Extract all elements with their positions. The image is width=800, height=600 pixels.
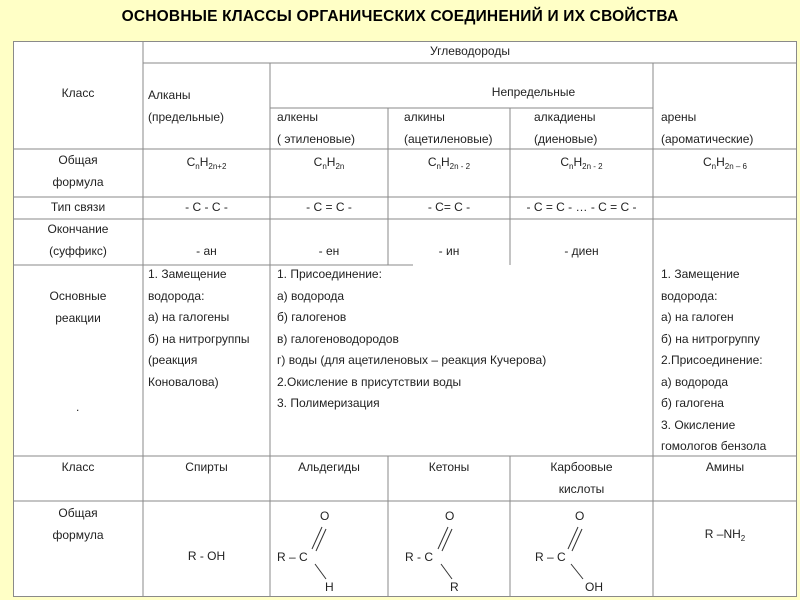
- acids-name-2: кислоты: [558, 482, 605, 496]
- acid-r: R – C: [535, 550, 566, 564]
- row-suffix-label-2: (суффикс): [49, 244, 107, 258]
- aldehyde-h: H: [325, 580, 334, 594]
- ketone-r: R - C: [405, 550, 433, 564]
- arenes-formula: $C_nH_{2n - 6}$: [702, 155, 748, 171]
- amines-formula: R $-NH_2$: [704, 527, 746, 543]
- row-reactions-label-1: Основные: [49, 289, 107, 303]
- row-bond-label: Тип связи: [50, 200, 106, 214]
- alkanes-reactions: 1. Замещение водорода: а) на галогены б) на нитрогруппы (реакция Коновалова): [148, 267, 250, 389]
- alkanes-formula: $C_nH_{2n+2}$: [186, 155, 227, 171]
- alkadienes-bond: - С = С - … - С = С -: [526, 200, 637, 214]
- alkynes-formula: $C_nH_{2n - 2}$: [427, 155, 471, 171]
- acid-o: O: [575, 509, 585, 523]
- alkenes-sub: ( этиленовые): [277, 132, 356, 146]
- alkenes-formula: $C_nH_{2n}$: [313, 155, 345, 171]
- aldehyde-r: R – C: [277, 550, 308, 564]
- alkanes-bond: - С - С -: [185, 200, 228, 214]
- acids-name-1: Карбоовые: [550, 460, 613, 474]
- arenes-reactions: 1. Замещение водорода: а) на галоген б) на нитрогруппу 2.Присоединение: а) водорода б) галогена 3. Окисление гомологов бензола: [661, 267, 767, 453]
- acid-structure: [533, 503, 648, 595]
- ketone-structure: [393, 503, 508, 595]
- ketone-r2: R: [450, 580, 459, 594]
- alkynes-bond: - С= С -: [427, 200, 471, 214]
- bottom-formula-label-2: формула: [52, 528, 104, 542]
- header-unsaturated: Непредельные: [491, 85, 576, 99]
- stray-dot: .: [76, 400, 80, 414]
- alkadienes-sub: (диеновые): [534, 132, 598, 146]
- row-suffix-label-1: Окончание: [47, 222, 109, 236]
- acid-oh: OH: [585, 580, 603, 594]
- alkadienes-name: алкадиены: [534, 110, 596, 124]
- alkanes-name: Алканы: [148, 88, 191, 102]
- row-formula-label-2: формула: [52, 175, 104, 189]
- alkynes-suffix: - ин: [438, 244, 460, 258]
- bottom-formula-label-1: Общая: [58, 506, 98, 520]
- aldehyde-o: O: [320, 509, 330, 523]
- alkanes-sub: (предельные): [148, 110, 225, 124]
- page-title: ОСНОВНЫЕ КЛАССЫ ОРГАНИЧЕСКИХ СОЕДИНЕНИЙ И ИХ СВОЙСТВА: [121, 8, 679, 25]
- alcohols-name: Спирты: [185, 460, 228, 474]
- row-reactions-label-2: реакции: [55, 311, 101, 325]
- aldehydes-name: Альдегиды: [298, 460, 360, 474]
- unsaturated-reactions: 1. Присоединение: а) водорода б) галогенов в) галогеноводородов г) воды (для ацетиленовых – реакция Кучерова) 2.Окисление в присутствии воды 3. Полимеризация: [277, 267, 547, 410]
- bottom-class-label: Класс: [61, 460, 95, 474]
- alkenes-bond: - С = С -: [306, 200, 352, 214]
- arenes-name: арены: [661, 110, 697, 124]
- row-formula-label-1: Общая: [58, 153, 98, 167]
- alkenes-suffix: - ен: [318, 244, 340, 258]
- classes-table-sheet: [13, 41, 797, 597]
- alkadienes-formula: $C_nH_{2n - 2}$: [560, 155, 603, 171]
- alkynes-name: алкины: [404, 110, 445, 124]
- amines-name: Амины: [705, 460, 745, 474]
- header-hydrocarbons: Углеводороды: [430, 44, 510, 58]
- ketone-o: O: [445, 509, 455, 523]
- alkynes-sub: (ацетиленовые): [404, 132, 493, 146]
- alkenes-name: алкены: [277, 110, 318, 124]
- alkadienes-suffix: - диен: [564, 244, 599, 258]
- header-class: Класс: [61, 86, 95, 100]
- arenes-sub: (ароматические): [661, 132, 754, 146]
- aldehyde-structure: [275, 503, 385, 595]
- ketones-name: Кетоны: [428, 460, 470, 474]
- alcohols-formula: R - OH: [187, 549, 226, 563]
- alkanes-suffix: - ан: [196, 244, 217, 258]
